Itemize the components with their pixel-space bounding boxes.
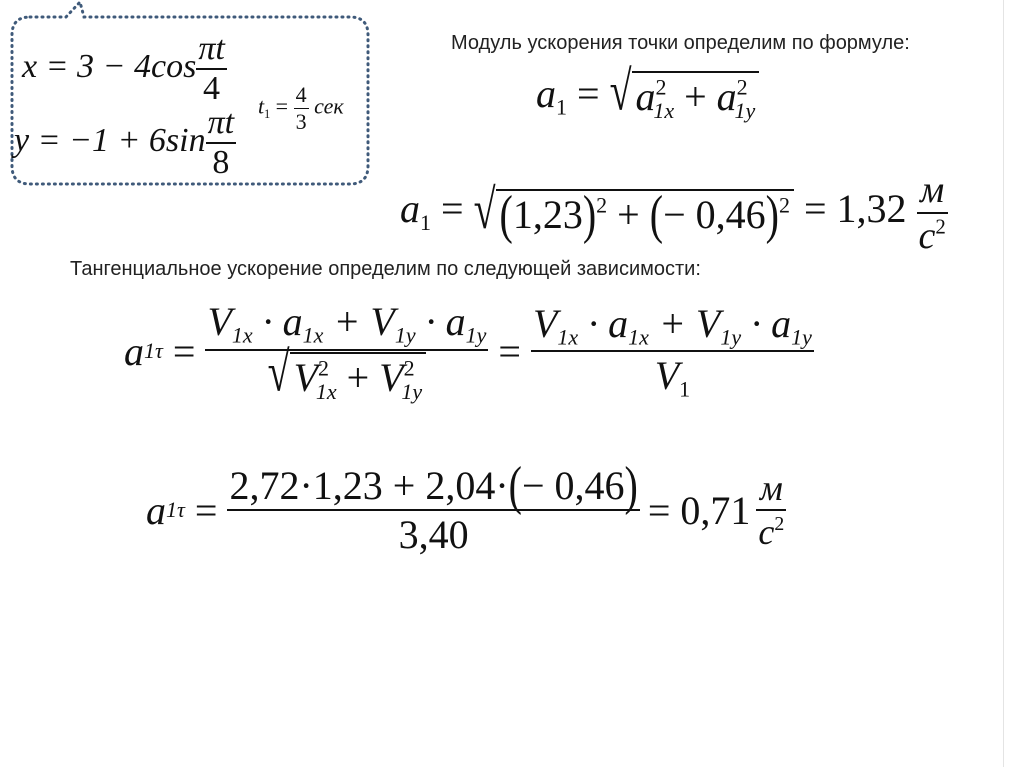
f1-lhs-sub: 1 [556, 94, 567, 120]
f1-eq: = [577, 71, 600, 116]
x-equation [22, 30, 227, 108]
t1-num: 4 [295, 82, 307, 107]
f2-result: = 1,32 [803, 186, 907, 232]
x-fraction [196, 30, 226, 108]
f3-fraction1 [205, 298, 488, 405]
f4-unit-den: с [758, 512, 775, 552]
f1-term1-sup: 2 [655, 75, 667, 101]
f1-sqrt: √ $a^2_{1x} + a^2_{1y}$ [610, 71, 760, 124]
f3-den-v1-sub: 1x [315, 378, 337, 404]
f2-unit-den-sup: 2 [935, 214, 946, 239]
f2-sqrt: √ $(1,23)^2$ + (− 0,46)$^2$ [474, 189, 794, 238]
f3-fraction2 [531, 300, 814, 403]
t1-sub: 1 [264, 106, 271, 121]
f3-eq2: = [498, 328, 521, 374]
f3-den-v2-sub: 1y [401, 378, 423, 404]
t1-label: t [258, 93, 265, 119]
f4-num-b: − 0,46 [521, 463, 625, 508]
f3-den-v1-sup: 2 [318, 355, 330, 381]
t1-equation [258, 82, 344, 135]
formula-accel-numeric [400, 168, 948, 258]
f4-lhs-sub: 1τ [166, 497, 185, 522]
f3-den-v2-sup: 2 [403, 355, 415, 381]
f1-term2-sup: 2 [736, 75, 748, 101]
f3-den2-sub: 1 [679, 377, 691, 403]
f1-lhs: a [536, 71, 556, 116]
f3-numerator2: $V_{1x} \cdot a_{1x} + V_{1y} \cdot a_{1y}$ [532, 300, 812, 350]
formula-accel-magnitude [536, 59, 759, 124]
y-eq-text: y = −1 + 6sin [14, 121, 206, 159]
f4-result: = 0,71 [647, 487, 751, 533]
f3-den-v1: V [293, 355, 319, 401]
f4-unit-den-sup: 2 [774, 513, 785, 536]
x-eq-text: x = 3 − 4cos [22, 47, 197, 85]
f3-lhs: a [124, 328, 144, 374]
y-fraction [206, 104, 236, 182]
f1-plus: + [684, 74, 707, 120]
f4-unit [756, 467, 786, 553]
t1-eq: = [275, 93, 289, 119]
f3-den-plus: + [346, 355, 370, 401]
f4-fraction [227, 455, 639, 558]
f4-num-a: 2,72·1,23 + 2,04· [229, 463, 509, 508]
f3-lhs-sub: 1τ [144, 338, 163, 364]
f4-denominator: 3,40 [398, 512, 469, 557]
f1-term2-sub: 1y [734, 98, 756, 124]
y-frac-num: πt [207, 104, 235, 141]
f3-denominator2 [653, 352, 692, 403]
f2-value1-sup: 2 [596, 192, 608, 218]
f2-unit-den: с [918, 215, 936, 257]
x-frac-num: πt [198, 30, 225, 67]
section1-heading: Модуль ускорения точки определим по формуле: [451, 32, 910, 54]
y-frac-den: 8 [212, 144, 230, 181]
f2-value2-sup: 2 [778, 192, 790, 218]
f3-den2-v: V [654, 353, 680, 399]
f2-lhs-sub: 1 [420, 209, 431, 235]
f2-unit [917, 168, 948, 258]
f1-term1-sub: 1x [653, 98, 675, 124]
x-frac-den: 4 [203, 70, 221, 107]
section2-heading: Тангенциальное ускорение определим по следующей зависимости: [70, 258, 701, 280]
f4-lhs: a [146, 487, 166, 533]
f4-numerator: 2,72·1,23 + 2,04·(− 0,46) [229, 455, 638, 516]
t1-fraction [294, 82, 309, 135]
f2-plus: + [617, 191, 640, 237]
f2-eq: = [441, 186, 464, 232]
f1-term2: a [716, 74, 737, 120]
f3-eq: = [172, 328, 196, 374]
t1-den: 3 [295, 109, 307, 134]
f2-value2: − 0,46 [663, 191, 766, 237]
f2-lhs: a [400, 186, 420, 232]
f3-denominator1: √ $V^2_{1x} + V^2_{1y}$ [266, 351, 429, 405]
f1-term1: a [635, 74, 656, 120]
f2-value1: 1,23 [512, 191, 583, 237]
f3-den-v2: V [379, 355, 404, 401]
formula-tangential-numeric [146, 455, 786, 558]
formula-tangential-symbolic [124, 298, 814, 405]
y-equation [14, 104, 236, 182]
f2-unit-num: м [920, 169, 945, 211]
f3-numerator1: $V_{1x} \cdot a_{1x} + V_{1y} \cdot a_{1y}$ [207, 299, 487, 348]
f4-eq: = [194, 487, 218, 533]
t1-unit: сек [314, 93, 344, 119]
f4-unit-num: м [759, 468, 783, 508]
